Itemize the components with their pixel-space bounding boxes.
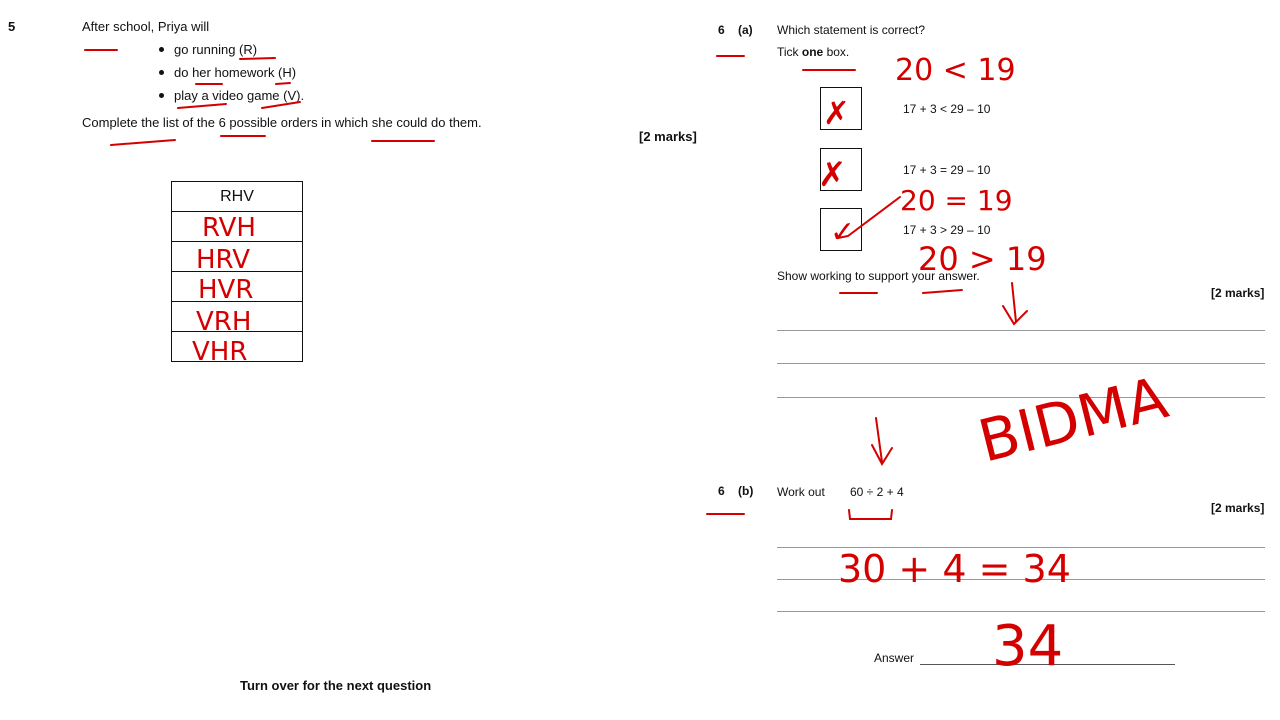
hw-20-less-19: 20 < 19: [895, 53, 1016, 88]
question-part-b: (b): [738, 484, 754, 498]
hw-order-5: VHR: [192, 337, 248, 367]
q5-instruction: Complete the list of the 6 possible orders in which she could do them.: [82, 115, 482, 130]
tick-post: box.: [823, 45, 850, 59]
hw-cross-1: ✗: [823, 94, 850, 132]
q6b-expression: 60 ÷ 2 + 4: [850, 485, 904, 499]
option-1: 17 + 3 < 29 – 10: [903, 102, 991, 116]
answer-label: Answer: [874, 651, 915, 665]
question-number-5: 5: [8, 19, 16, 34]
option-3: 17 + 3 > 29 – 10: [903, 223, 991, 237]
question-part-a: (a): [738, 23, 753, 37]
option-2: 17 + 3 = 29 – 10: [903, 163, 991, 177]
hw-order-4: VRH: [196, 307, 252, 337]
q5-intro: After school, Priya will: [82, 19, 210, 34]
tick-bold: one: [801, 45, 824, 59]
hw-cross-2: ✗: [818, 155, 847, 195]
hw-order-1: RVH: [202, 213, 256, 243]
q5-bullet-3: play a video game (V).: [174, 88, 305, 103]
q6a-marks: [2 marks]: [1211, 286, 1265, 300]
hw-order-3: HVR: [198, 275, 254, 305]
q6b-work-out: Work out: [777, 485, 825, 499]
table-row-first: RHV: [220, 188, 254, 205]
hw-20-equals-19: 20 = 19: [900, 184, 1013, 217]
q5-bullet-2: do her homework (H): [174, 65, 297, 80]
hw-working: 30 + 4 = 34: [838, 547, 1071, 591]
hw-order-2: HRV: [196, 245, 250, 275]
q5-bullet-1: go running (R): [174, 42, 258, 57]
hw-bidma: BIDMA: [971, 363, 1174, 476]
question-number-6b: 6: [718, 484, 725, 498]
q6a-question: Which statement is correct?: [777, 23, 926, 37]
hw-tick: ✓: [830, 215, 856, 250]
q6b-marks: [2 marks]: [1211, 501, 1265, 515]
hw-answer: 34: [992, 614, 1064, 679]
tick-pre: Tick: [777, 45, 802, 59]
question-number-6a: 6: [718, 23, 725, 37]
q6a-show-working: Show working to support your answer.: [777, 269, 980, 283]
footer-turn-over: Turn over for the next question: [240, 678, 432, 693]
q5-marks: [2 marks]: [639, 129, 697, 144]
hw-20-greater-19: 20 > 19: [918, 240, 1047, 278]
